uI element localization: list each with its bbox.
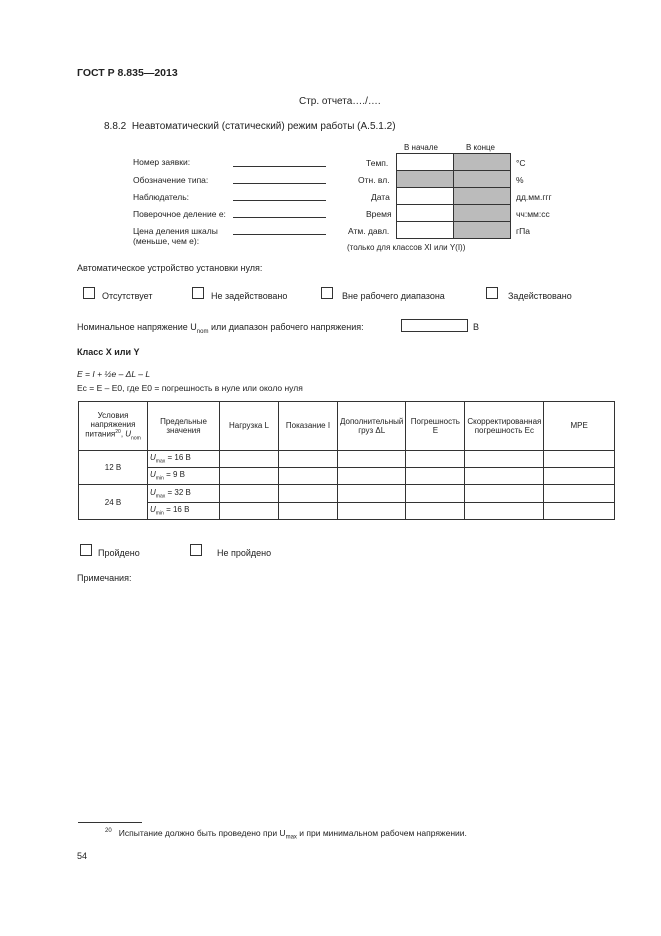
env-cell-humidity-end[interactable] xyxy=(453,170,511,188)
header-mpe: MPE xyxy=(544,402,615,451)
header-reading: Показание I xyxy=(279,402,338,451)
formula-corrected-error: Ec = E – E0, где E0 = погрешность в нуле или около нуля xyxy=(77,383,303,393)
section-number: 8.8.2 xyxy=(104,121,127,132)
env-label-date: Дата xyxy=(371,192,390,202)
page-number: 54 xyxy=(77,851,88,861)
test-results-table xyxy=(78,401,615,520)
voltage-unit: В xyxy=(473,322,480,332)
env-cell-time-end[interactable] xyxy=(453,204,511,222)
field-line-verification-division[interactable] xyxy=(233,217,326,218)
env-col-end: В конце xyxy=(466,143,495,152)
document-code: ГОСТ Р 8.835—2013 xyxy=(77,67,178,79)
limit-umin-9v: $U_{min} = 9$ В xyxy=(148,468,220,485)
table-cell[interactable] xyxy=(338,468,406,485)
env-cell-pressure-end[interactable] xyxy=(453,221,511,239)
checkbox-passed[interactable] xyxy=(80,544,92,556)
env-label-temp: Темп. xyxy=(366,158,389,168)
env-unit-pressure: гПа xyxy=(516,226,530,236)
row-supply-12v: 12 В xyxy=(79,450,148,485)
footnote: $^{20}$ Испытание должно быть проведено при $U_{max}$ и при минимальном рабочем напряжении. xyxy=(105,828,467,841)
field-label-observer: Наблюдатель: xyxy=(133,192,189,202)
table-cell[interactable] xyxy=(220,485,279,502)
checkbox-not-engaged[interactable] xyxy=(192,287,204,299)
header-limits: Предельные значения xyxy=(148,402,220,451)
auto-zero-title: Автоматическое устройство установки нуля: xyxy=(77,263,263,273)
env-note: (только для классов XI или Y(I)) xyxy=(347,243,466,252)
table-cell[interactable] xyxy=(406,468,465,485)
env-label-time: Время xyxy=(366,209,392,219)
voltage-label: Номинальное напряжение $U_{nom}$ или диапазон рабочего напряжения: xyxy=(77,322,364,335)
limit-umax-32v: $U_{max} = 32$ В xyxy=(148,485,220,502)
header-supply: Условия напряжения питания$^{20}$, $U_{nom}$ xyxy=(79,402,148,451)
table-cell[interactable] xyxy=(465,502,544,519)
env-col-start: В начале xyxy=(404,143,438,152)
report-page-label: Стр. отчета…./…. xyxy=(299,96,381,107)
env-unit-time: чч:мм:сс xyxy=(516,209,550,219)
table-cell[interactable] xyxy=(544,450,615,467)
table-cell[interactable] xyxy=(220,450,279,467)
table-cell[interactable] xyxy=(544,468,615,485)
footnote-separator xyxy=(78,822,142,823)
checkbox-out-of-range[interactable] xyxy=(321,287,333,299)
table-cell[interactable] xyxy=(279,502,338,519)
voltage-input[interactable] xyxy=(401,319,468,332)
env-cell-pressure-start[interactable] xyxy=(396,221,454,239)
passed-label: Пройдено xyxy=(98,548,140,558)
failed-label: Не пройдено xyxy=(217,548,272,558)
env-unit-temp: °C xyxy=(516,158,526,168)
notes-label: Примечания: xyxy=(77,573,132,583)
field-line-request-number[interactable] xyxy=(233,166,326,167)
section-title: Неавтоматический (статический) режим работы (А.5.1.2) xyxy=(131,121,396,132)
table-cell[interactable] xyxy=(465,450,544,467)
env-unit-humidity: % xyxy=(516,175,524,185)
field-line-observer[interactable] xyxy=(233,200,326,201)
header-error: Погрешность E xyxy=(406,402,465,451)
field-label-type: Обозначение типа: xyxy=(133,175,209,185)
env-cell-temp-start[interactable] xyxy=(396,153,454,171)
env-label-humidity: Отн. вл. xyxy=(358,175,390,185)
checkbox-engaged[interactable] xyxy=(486,287,498,299)
env-cell-time-start[interactable] xyxy=(396,204,454,222)
option-out-of-range-label: Вне рабочего диапазона xyxy=(342,291,445,301)
table-cell[interactable] xyxy=(220,468,279,485)
field-line-type[interactable] xyxy=(233,183,326,184)
limit-umin-16v: $U_{min} = 16$ В xyxy=(148,502,220,519)
env-cell-date-end[interactable] xyxy=(453,187,511,205)
header-load: Нагрузка L xyxy=(220,402,279,451)
field-label-verification-division: Поверочное деление e: xyxy=(133,209,226,219)
field-line-scale-interval[interactable] xyxy=(233,234,326,235)
table-cell[interactable] xyxy=(338,485,406,502)
header-extra-load: Дополнительный груз ΔL xyxy=(338,402,406,451)
section-heading xyxy=(104,121,396,132)
table-cell[interactable] xyxy=(220,502,279,519)
table-cell[interactable] xyxy=(279,485,338,502)
table-cell[interactable] xyxy=(406,502,465,519)
env-cell-humidity-start[interactable] xyxy=(396,170,454,188)
formula-error: E = I + ½e – ΔL – L xyxy=(77,369,151,379)
table-cell[interactable] xyxy=(406,450,465,467)
table-cell[interactable] xyxy=(544,485,615,502)
row-supply-24v: 24 В xyxy=(79,485,148,520)
option-engaged-label: Задействовано xyxy=(508,291,572,301)
class-title: Класс X или Y xyxy=(77,347,140,357)
table-cell[interactable] xyxy=(338,502,406,519)
checkbox-failed[interactable] xyxy=(190,544,202,556)
header-corrected-error: Скорректированная погрешность Ec xyxy=(465,402,544,451)
env-label-pressure: Атм. давл. xyxy=(348,226,390,236)
option-not-engaged-label: Не задействовано xyxy=(211,291,288,301)
table-cell[interactable] xyxy=(465,468,544,485)
field-label-request-number: Номер заявки: xyxy=(133,157,191,167)
table-cell[interactable] xyxy=(406,485,465,502)
option-absent-label: Отсутствует xyxy=(102,291,153,301)
limit-umax-16v: $U_{max} = 16$ В xyxy=(148,450,220,467)
table-cell[interactable] xyxy=(279,468,338,485)
env-cell-temp-end[interactable] xyxy=(453,153,511,171)
field-label-scale-interval: Цена деления шкалы (меньше, чем e): xyxy=(133,226,218,246)
table-cell[interactable] xyxy=(338,450,406,467)
table-cell[interactable] xyxy=(279,450,338,467)
table-cell[interactable] xyxy=(465,485,544,502)
table-cell[interactable] xyxy=(544,502,615,519)
checkbox-absent[interactable] xyxy=(83,287,95,299)
env-cell-date-start[interactable] xyxy=(396,187,454,205)
env-unit-date: дд.мм.ггг xyxy=(516,192,552,202)
